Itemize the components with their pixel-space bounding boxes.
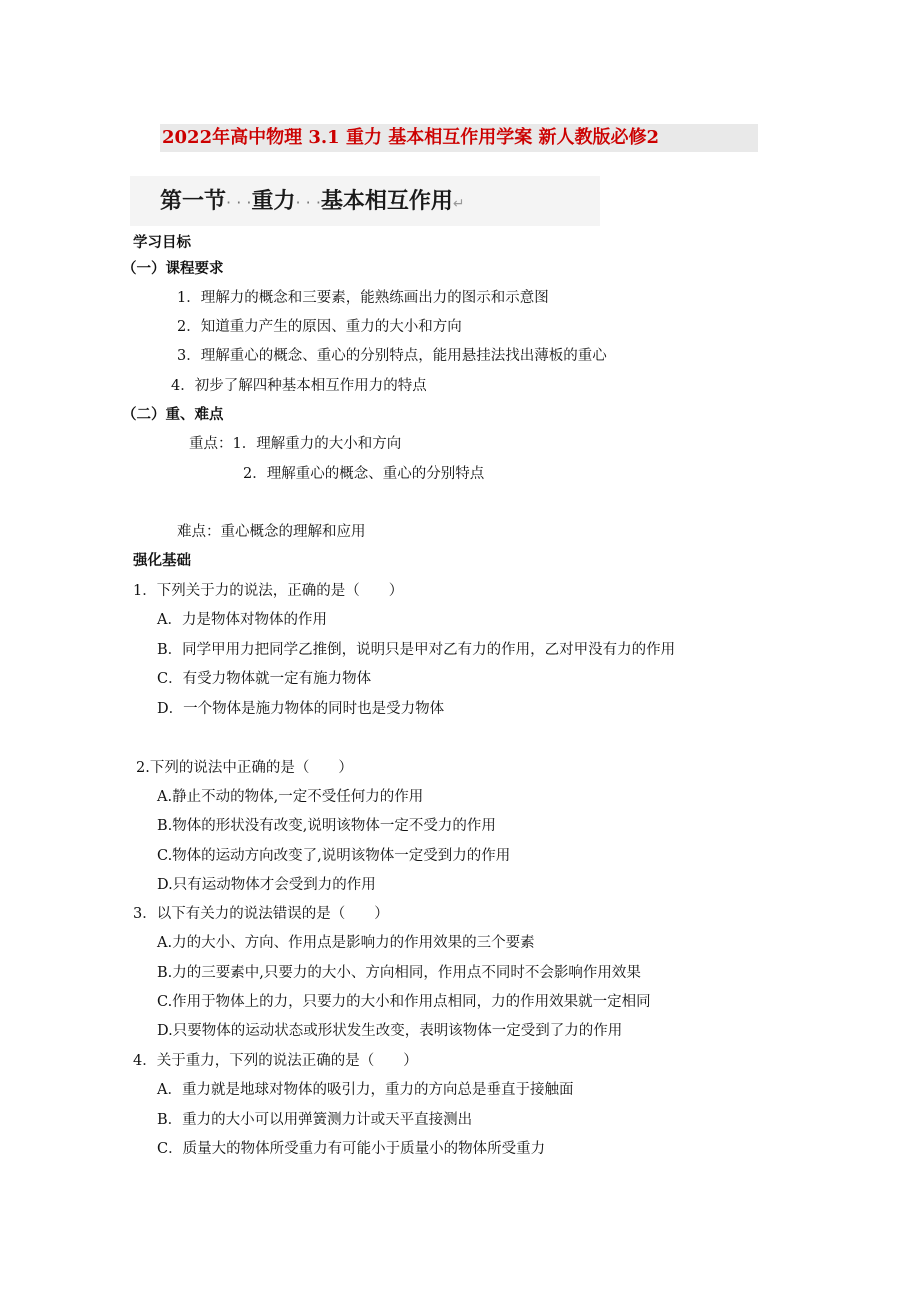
question-stem: 1．下列关于力的说法，正确的是（ ） (133, 583, 404, 599)
section-banner (130, 176, 600, 226)
section-number: 第一节 (160, 189, 227, 214)
question-option: B．同学甲用力把同学乙推倒，说明只是甲对乙有力的作用，乙对甲没有力的作用 (157, 642, 676, 658)
separator-dots: · · · (226, 193, 252, 212)
question-stem: 2.下列的说法中正确的是（ ） (136, 760, 353, 776)
question-option: D.只有运动物体才会受到力的作用 (157, 877, 376, 893)
key-point-2: 2．理解重心的概念、重心的分别特点 (243, 466, 485, 482)
key-points-heading: （二）重、难点 (122, 407, 224, 423)
question-option: A.静止不动的物体,一定不受任何力的作用 (157, 789, 424, 805)
question-stem: 4．关于重力，下列的说法正确的是（ ） (133, 1053, 418, 1069)
question-option: A．重力就是地球对物体的吸引力，重力的方向总是垂直于接触面 (157, 1082, 574, 1098)
objectives-heading: 学习目标 (133, 235, 191, 251)
question-option: C．有受力物体就一定有施力物体 (157, 671, 372, 687)
paragraph-mark-icon: ↵ (452, 196, 465, 212)
question-option: B.力的三要素中,只要力的大小、方向相同，作用点不同时不会影响作用效果 (157, 965, 641, 981)
question-option: C.物体的运动方向改变了,说明该物体一定受到力的作用 (157, 848, 511, 864)
question-option: C.作用于物体上的力，只要力的大小和作用点相同，力的作用效果就一定相同 (157, 994, 651, 1010)
section-topic-gravity: 重力 (251, 189, 296, 214)
question-stem: 3．以下有关力的说法错误的是（ ） (133, 906, 389, 922)
section-heading (160, 188, 465, 218)
question-option: B.物体的形状没有改变,说明该物体一定不受力的作用 (157, 818, 496, 834)
section-topic-interaction: 基本相互作用 (320, 189, 453, 214)
page-title: 2022年高中物理 3.1 重力 基本相互作用学案 新人教版必修2 (160, 124, 758, 152)
question-option: D．一个物体是施力物体的同时也是受力物体 (157, 701, 445, 717)
question-option: B．重力的大小可以用弹簧测力计或天平直接测出 (157, 1112, 473, 1128)
course-requirement-item: 3．理解重心的概念、重心的分别特点，能用悬挂法找出薄板的重心 (177, 348, 607, 364)
course-requirement-item: 1．理解力的概念和三要素，能熟练画出力的图示和示意图 (177, 290, 549, 306)
course-requirements-heading: （一）课程要求 (122, 261, 224, 277)
practice-heading: 强化基础 (133, 553, 191, 569)
key-point-1: 重点：1．理解重力的大小和方向 (189, 436, 402, 452)
question-option: C．质量大的物体所受重力有可能小于质量小的物体所受重力 (157, 1141, 546, 1157)
question-option: A．力是物体对物体的作用 (157, 612, 327, 628)
difficult-point: 难点：重心概念的理解和应用 (177, 524, 366, 540)
question-option: D.只要物体的运动状态或形状发生改变，表明该物体一定受到了力的作用 (157, 1023, 623, 1039)
separator-dots: · · · (295, 193, 321, 212)
question-option: A.力的大小、方向、作用点是影响力的作用效果的三个要素 (157, 935, 535, 951)
course-requirement-item: 2．知道重力产生的原因、重力的大小和方向 (177, 319, 462, 335)
course-requirement-item: 4．初步了解四种基本相互作用力的特点 (171, 378, 427, 394)
